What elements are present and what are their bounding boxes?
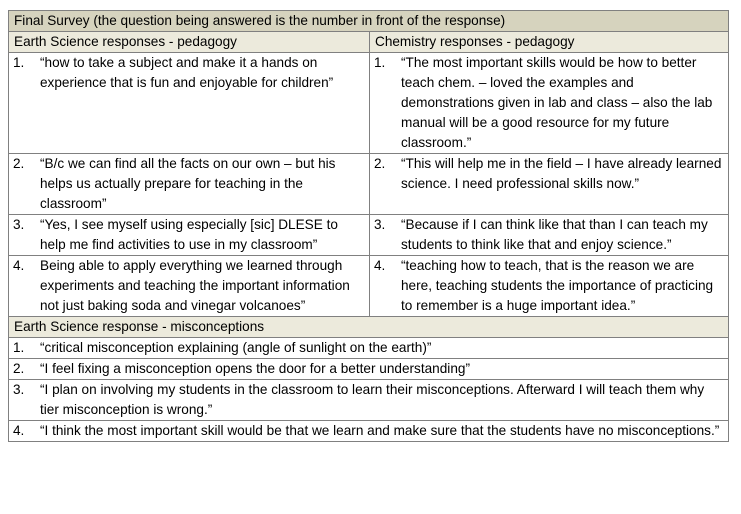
response-text: “B/c we can find all the facts on our own – but his helps us actually prepare for teaching in the classroom” [40,156,336,211]
response-number: 2. [13,361,25,376]
response-text: Being able to apply everything we learned through experiments and teaching the important information not just baking soda and vinegar volcanoes” [40,258,350,313]
chem-response-cell [370,53,729,154]
response-text: “I feel fixing a misconception opens the door for a better understanding” [40,361,470,376]
response-number: 2. [13,156,25,171]
response-number: 1. [13,55,25,70]
earth-response-cell [9,154,370,215]
earth-response-cell [9,256,370,317]
response-number: 4. [13,258,25,273]
survey-table-container [8,10,729,442]
title-row [9,11,729,32]
chem-response-cell [370,215,729,256]
chem-response-cell [370,154,729,215]
misconception-cell [9,421,729,442]
misconceptions-header-row [9,317,729,338]
response-number: 3. [13,382,25,397]
response-text: “teaching how to teach, that is the reason we are here, teaching students the importance of practicing to remember is a huge important idea.” [401,258,714,313]
response-text: “I think the most important skill would be that we learn and make sure that the students have no misconceptions.” [40,423,720,438]
misconception-row [9,380,729,421]
survey-table [8,10,729,442]
response-number: 4. [13,423,25,438]
pedagogy-row [9,53,729,154]
misconception-cell [9,359,729,380]
response-number: 4. [374,258,386,273]
pedagogy-row [9,256,729,317]
survey-title: Final Survey (the question being answered is the number in front of the response) [9,11,729,32]
response-text: “critical misconception explaining (angle of sunlight on the earth)” [40,340,432,355]
response-text: “Yes, I see myself using especially [sic] DLESE to help me find activities to use in my classroom” [40,217,338,252]
chemistry-pedagogy-header: Chemistry responses - pedagogy [370,32,729,53]
pedagogy-row [9,215,729,256]
misconceptions-header: Earth Science response - misconceptions [9,317,729,338]
response-number: 3. [374,217,386,232]
response-text: “This will help me in the field – I have already learned science. I need professional skills now.” [401,156,722,191]
response-number: 3. [13,217,25,232]
response-number: 1. [13,340,25,355]
misconception-row [9,421,729,442]
misconception-row [9,338,729,359]
chem-response-cell [370,256,729,317]
response-text: “I plan on involving my students in the classroom to learn their misconceptions. Afterward I will teach them why tier misconception is wrong.” [40,382,705,417]
earth-science-pedagogy-header: Earth Science responses - pedagogy [9,32,370,53]
response-text: “how to take a subject and make it a hands on experience that is fun and enjoyable for children” [40,55,334,90]
pedagogy-header-row [9,32,729,53]
earth-response-cell [9,215,370,256]
response-text: “The most important skills would be how to better teach chem. – loved the examples and demonstrations given in lab and class – also the lab manual will be a good resource for my future classroom.” [401,55,713,150]
misconception-cell [9,338,729,359]
response-number: 1. [374,55,386,70]
earth-response-cell [9,53,370,154]
response-number: 2. [374,156,386,171]
pedagogy-row [9,154,729,215]
response-text: “Because if I can think like that than I can teach my students to think like that and enjoy science.” [401,217,708,252]
misconception-cell [9,380,729,421]
misconception-row [9,359,729,380]
